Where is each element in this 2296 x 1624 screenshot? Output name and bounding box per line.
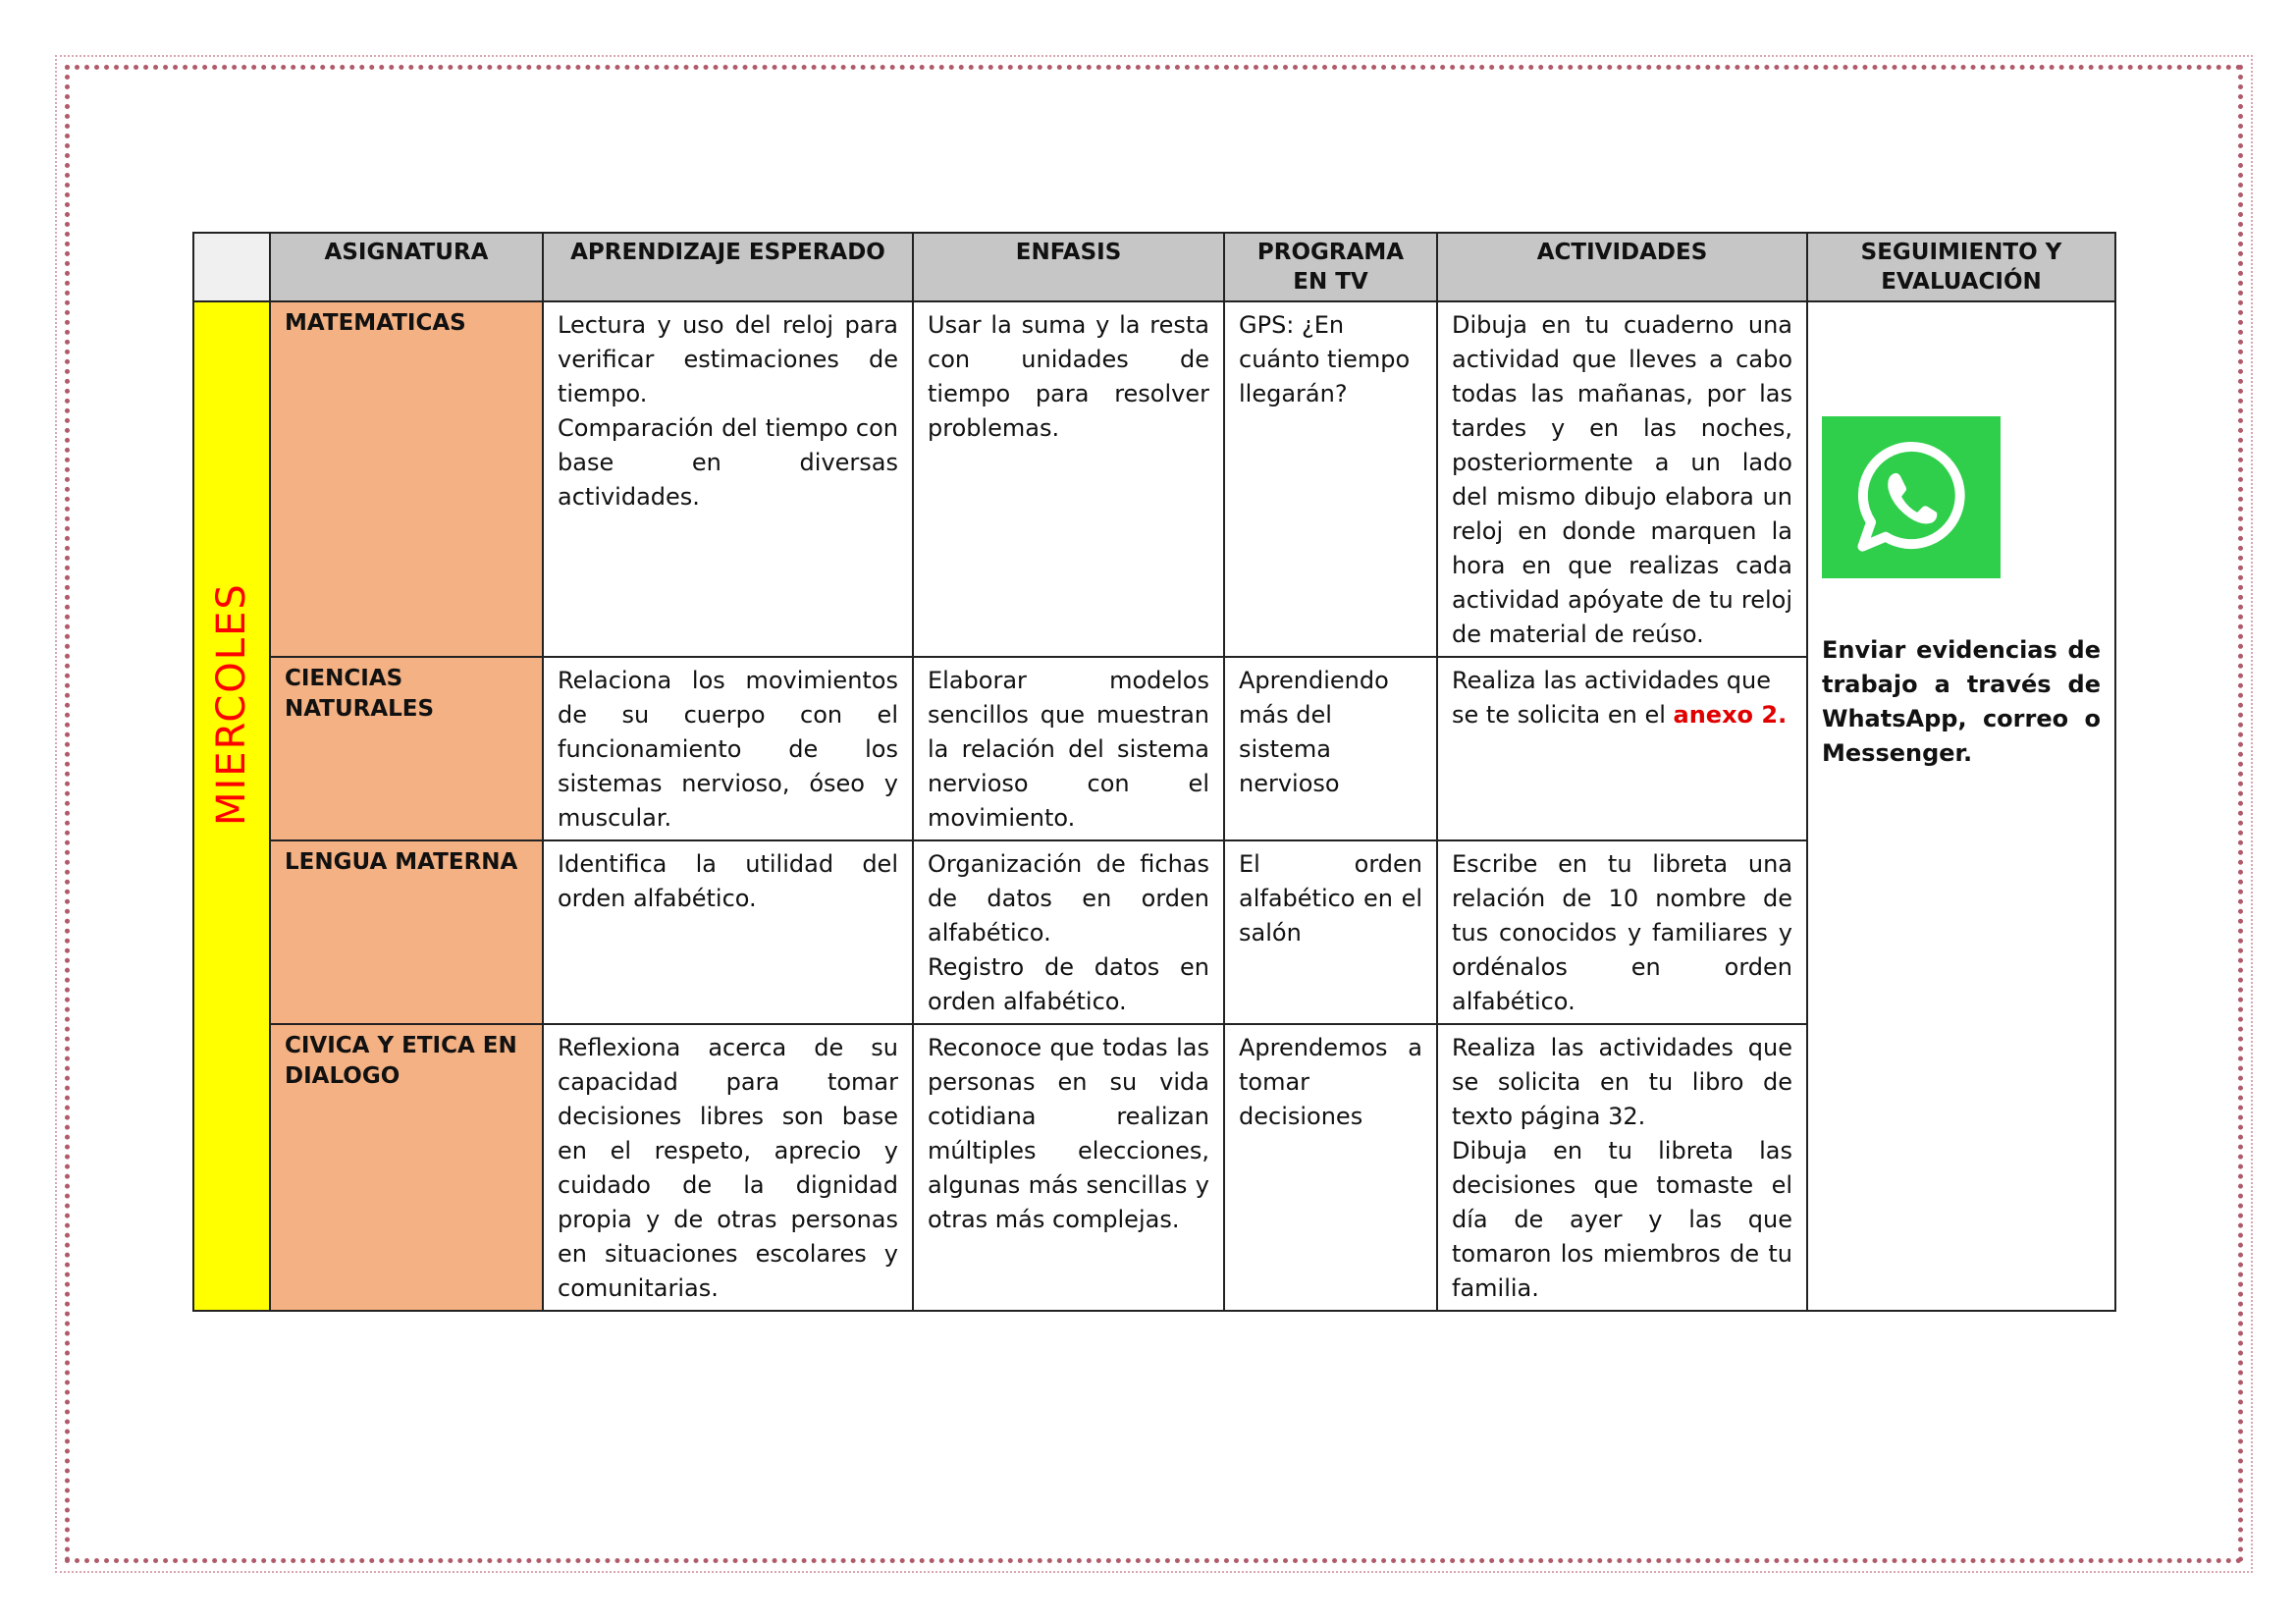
header-emphasis: ENFASIS xyxy=(913,233,1224,301)
tv-program-cell: El orden alfabético en el salón xyxy=(1224,840,1437,1024)
follow-up-text: Enviar evidencias de trabajo a través de WhatsApp, correo o Messenger. xyxy=(1822,636,2101,767)
header-tv-program: PROGRAMA EN TV xyxy=(1224,233,1437,301)
subject-cell: MATEMATICAS xyxy=(270,301,543,657)
emphasis-cell: Reconoce que todas las personas en su vida cotidiana realizan múltiples elecciones, algunas más sencillas y otras más complejas. xyxy=(913,1024,1224,1311)
tv-program-cell: Aprendiendo más del sistema nervioso xyxy=(1224,657,1437,840)
activities-cell: Escribe en tu libreta una relación de 10 nombre de tus conocidos y familiares y ordénalos en orden alfabético. xyxy=(1437,840,1807,1024)
corner-cell xyxy=(193,233,270,301)
emphasis-cell: Usar la suma y la resta con unidades de tiempo para resolver problemas. xyxy=(913,301,1224,657)
learning-cell: Lectura y uso del reloj para verificar estimaciones de tiempo. Comparación del tiempo con base en diversas actividades. xyxy=(543,301,913,657)
follow-up-cell xyxy=(1807,301,2115,1311)
learning-cell: Reflexiona acerca de su capacidad para tomar decisiones libres son base en el respeto, aprecio y cuidado de la dignidad propia y de otras personas en situaciones escolares y comunitarias. xyxy=(543,1024,913,1311)
annex-link: anexo 2. xyxy=(1673,701,1788,729)
learning-cell: Identifica la utilidad del orden alfabético. xyxy=(543,840,913,1024)
activities-cell: Dibuja en tu cuaderno una actividad que lleves a cabo todas las mañanas, por las tardes y en las noches, posteriormente a un lado del mismo dibujo elabora un reloj en donde marquen la hora en que realizas cada actividad apóyate de tu reloj de material de reúso. xyxy=(1437,301,1807,657)
header-row xyxy=(193,233,2115,301)
subject-cell: CIENCIAS NATURALES xyxy=(270,657,543,840)
subject-cell: CIVICA Y ETICA EN DIALOGO xyxy=(270,1024,543,1311)
activities-cell: Realiza las actividades que se solicita en tu libro de texto página 32. Dibuja en tu libreta las decisiones que tomaste el día de ayer y las que tomaron los miembros de tu familia. xyxy=(1437,1024,1807,1311)
learning-cell: Relaciona los movimientos de su cuerpo con el funcionamiento de los sistemas nervioso, óseo y muscular. xyxy=(543,657,913,840)
tv-program-cell: GPS: ¿En cuánto tiempo llegarán? xyxy=(1224,301,1437,657)
emphasis-cell: Elaborar modelos sencillos que muestran la relación del sistema nervioso con el movimiento. xyxy=(913,657,1224,840)
activities-text: Realiza las actividades que se te solicita en el xyxy=(1452,667,1771,729)
tv-program-cell: Aprendemos a tomar decisiones xyxy=(1224,1024,1437,1311)
day-label: MIERCOLES xyxy=(209,582,254,826)
subject-cell: LENGUA MATERNA xyxy=(270,840,543,1024)
lesson-plan-table xyxy=(192,232,2116,1312)
header-follow-up: SEGUIMIENTO Y EVALUACIÓN xyxy=(1807,233,2115,301)
day-cell xyxy=(193,301,270,1311)
header-subject: ASIGNATURA xyxy=(270,233,543,301)
header-activities: ACTIVIDADES xyxy=(1437,233,1807,301)
header-learning: APRENDIZAJE ESPERADO xyxy=(543,233,913,301)
activities-cell xyxy=(1437,657,1807,840)
table-row xyxy=(193,301,2115,657)
whatsapp-icon xyxy=(1822,416,2001,578)
emphasis-cell: Organización de fichas de datos en orden alfabético. Registro de datos en orden alfabético. xyxy=(913,840,1224,1024)
